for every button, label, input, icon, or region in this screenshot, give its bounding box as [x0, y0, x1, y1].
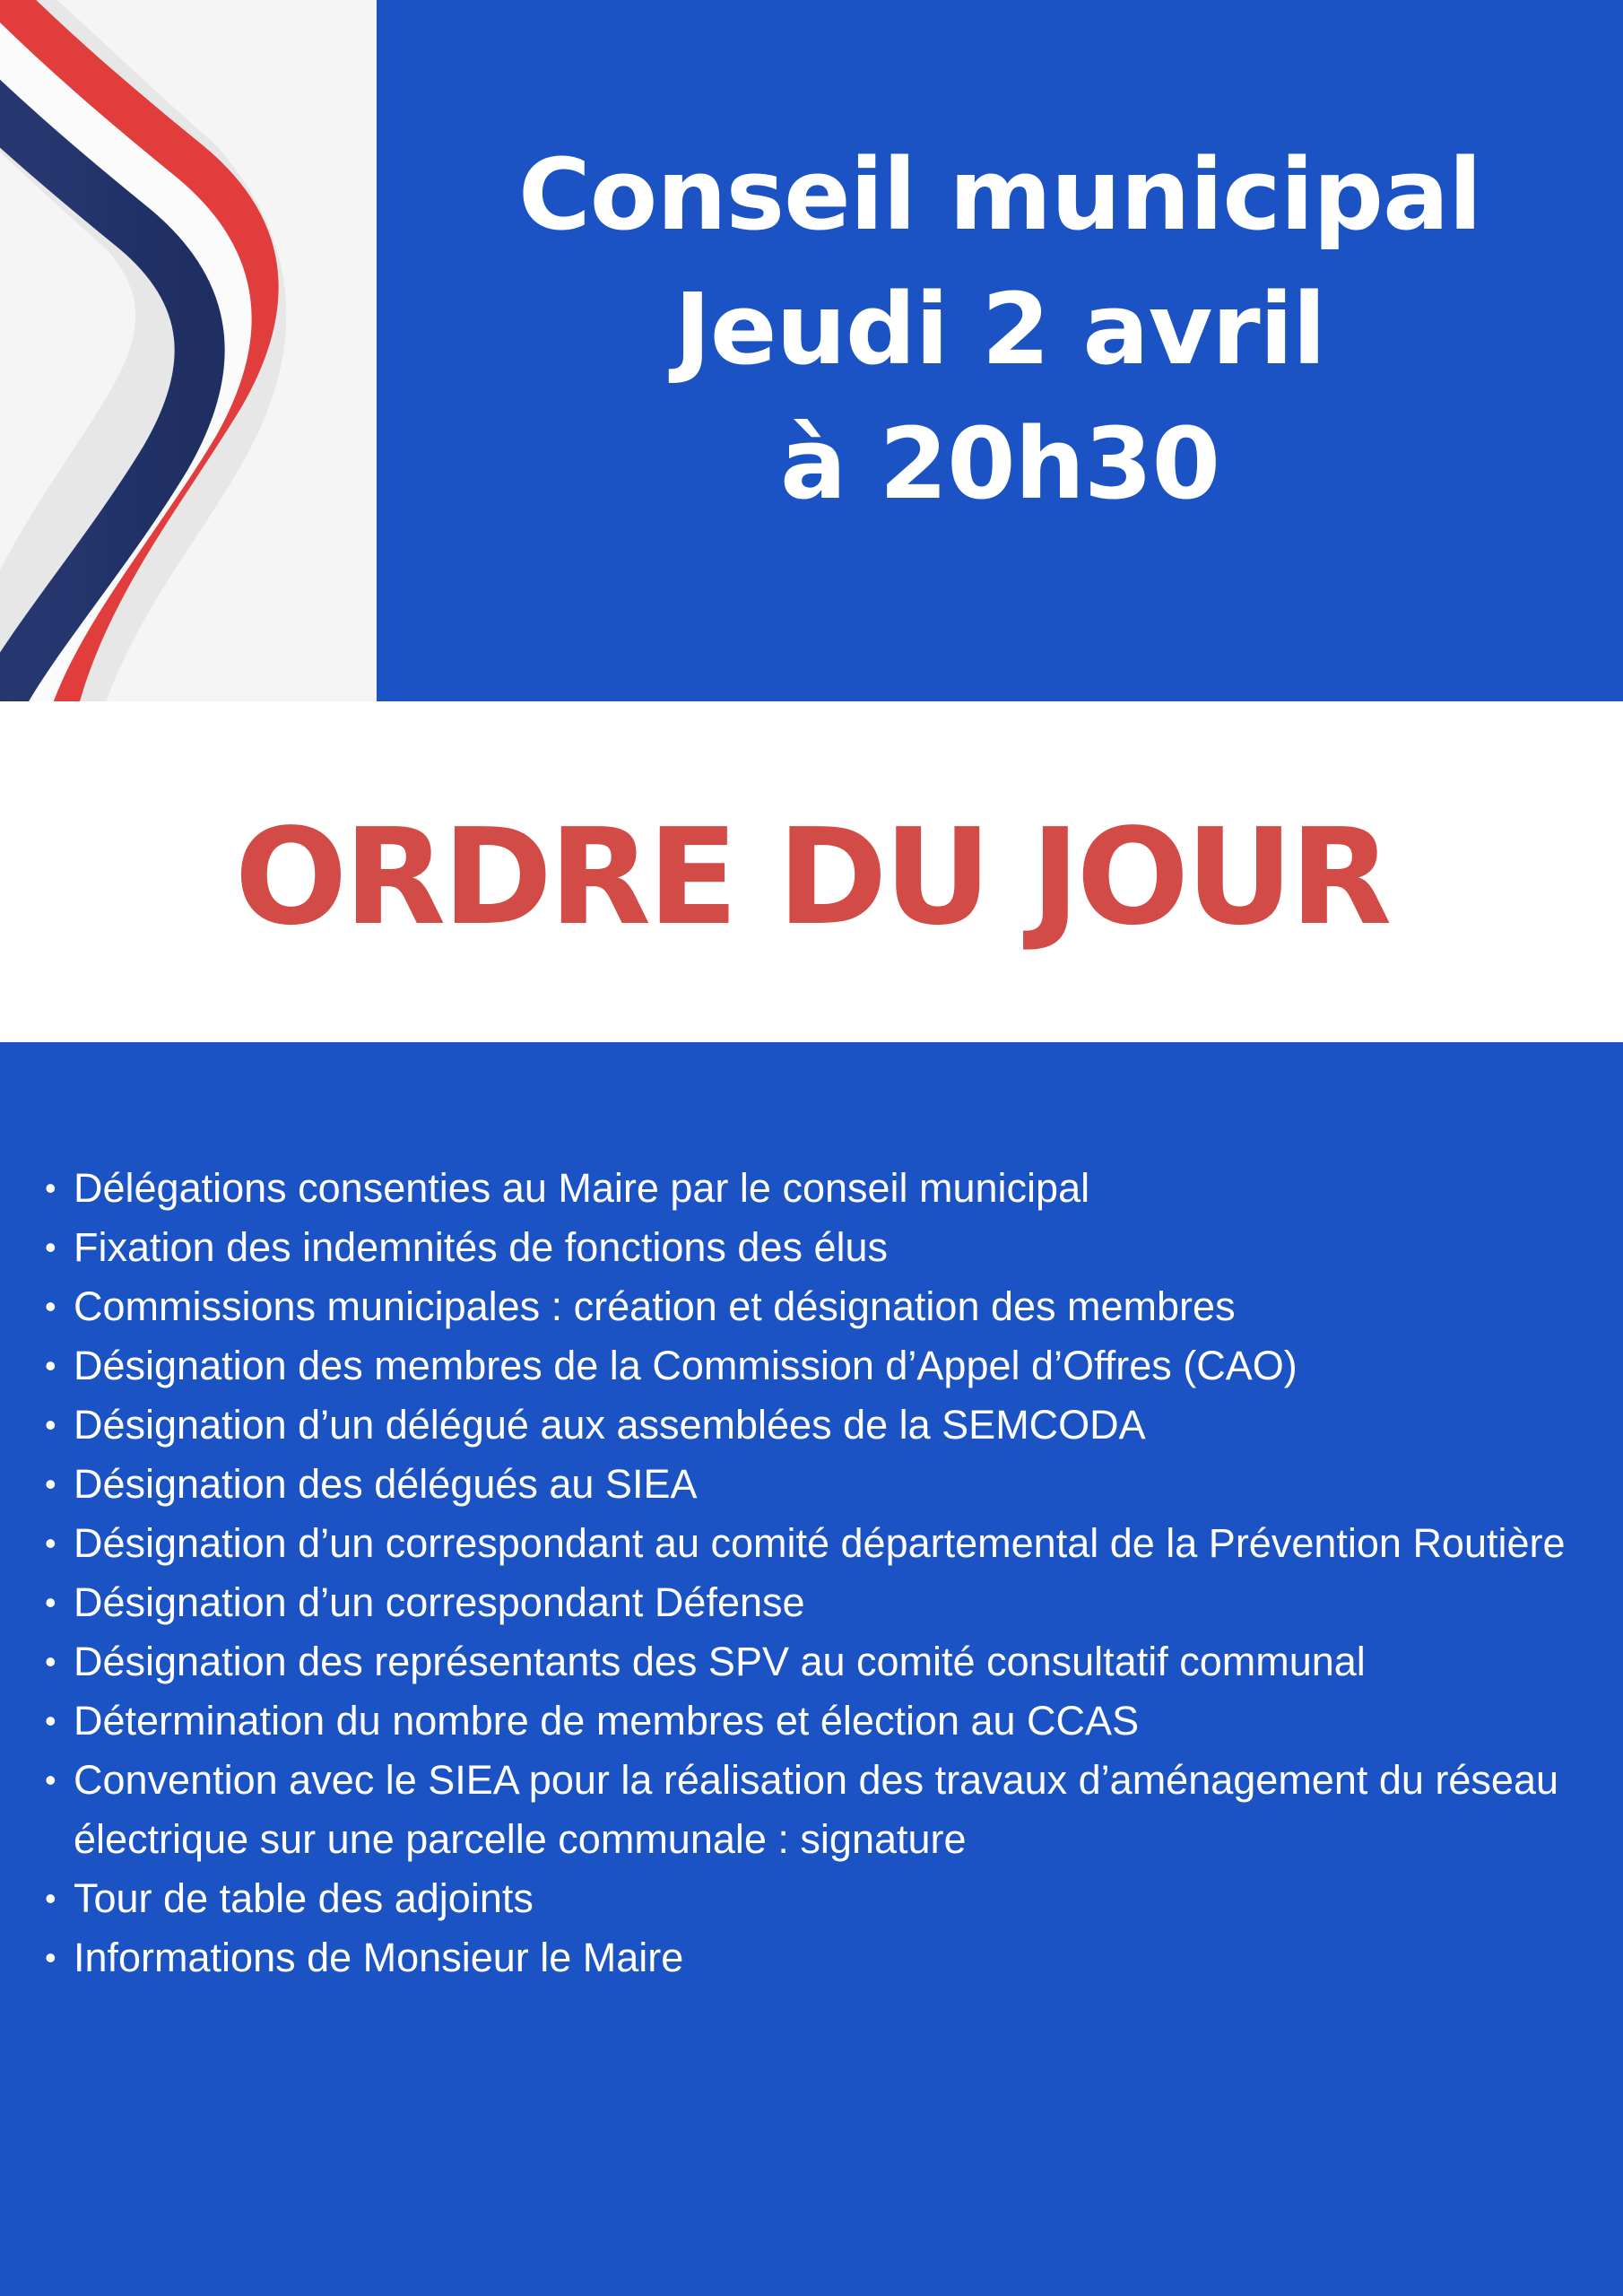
agenda-item-spv: • Désignation des représentants des SPV au comité consultatif communal — [45, 1632, 1587, 1692]
meeting-date: Jeudi 2 avril — [673, 272, 1325, 387]
agenda-panel — [0, 1042, 1623, 2296]
agenda-item-ccas: • Détermination du nombre de membres et élection au CCAS — [45, 1692, 1587, 1751]
agenda-item-cao: • Désignation des membres de la Commission d’Appel d’Offres (CAO) — [45, 1336, 1587, 1396]
meeting-title-line-1: Conseil municipal — [518, 137, 1481, 252]
agenda-item-siea-delegates: • Désignation des délégués au SIEA — [45, 1455, 1587, 1514]
agenda-item-prevention-routiere: • Désignation d’un correspondant au comité départemental de la Prévention Routière — [45, 1514, 1587, 1573]
agenda-item-informations-maire: • Informations de Monsieur le Maire — [45, 1928, 1587, 1987]
meeting-time: à 20h30 — [780, 406, 1219, 521]
agenda-item-semcoda: • Désignation d’un délégué aux assemblées de la SEMCODA — [45, 1396, 1587, 1455]
agenda-item-commissions: • Commissions municipales : création et désignation des membres — [45, 1277, 1587, 1336]
agenda-item-siea-convention: • Convention avec le SIEA pour la réalisation des travaux d’aménagement du réseau électrique sur une parcelle communale : signature — [45, 1751, 1587, 1869]
agenda-banner — [0, 701, 1623, 1042]
ribbon-panel — [0, 0, 377, 701]
header-panel — [377, 0, 1623, 701]
french-flag-ribbon-icon — [0, 0, 377, 701]
agenda-heading: ORDRE DU JOUR — [234, 800, 1389, 954]
agenda-item-tour-de-table: • Tour de table des adjoints — [45, 1869, 1587, 1928]
agenda-item-indemnites: • Fixation des indemnités de fonctions des élus — [45, 1218, 1587, 1277]
agenda-item-defense: • Désignation d’un correspondant Défense — [45, 1573, 1587, 1632]
agenda-list — [45, 1159, 1587, 1987]
meeting-title — [518, 127, 1481, 574]
agenda-item-delegations: • Délégations consenties au Maire par le conseil municipal — [45, 1159, 1587, 1218]
